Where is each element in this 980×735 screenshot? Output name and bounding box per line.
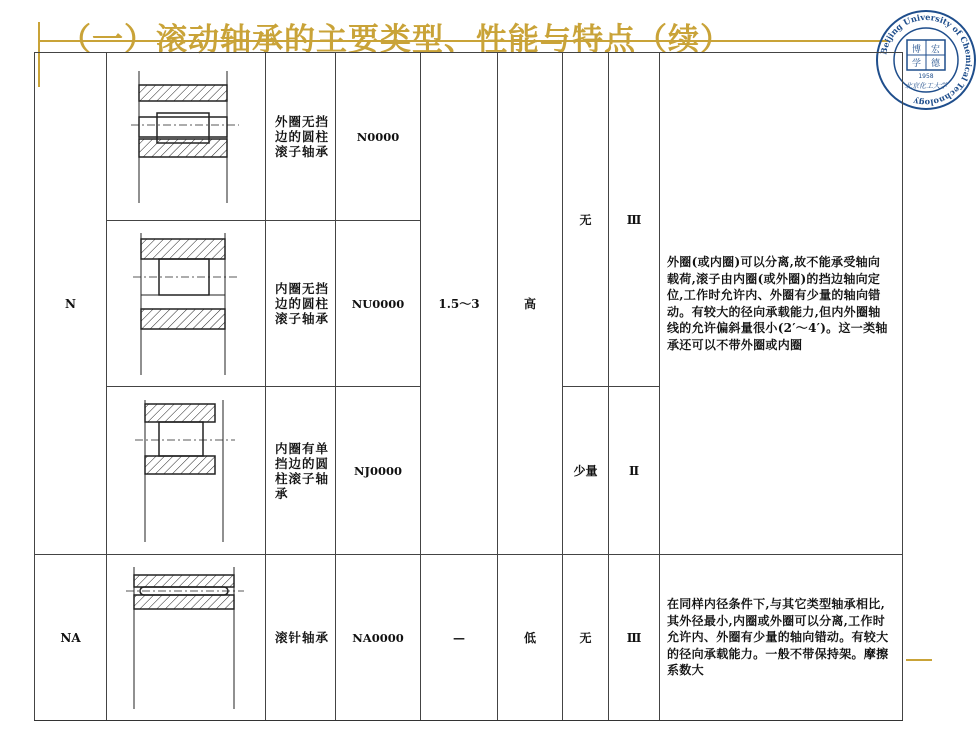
- speed-level: 低: [498, 555, 563, 721]
- axial-load: 无: [563, 53, 609, 387]
- logo-year: 1958: [918, 73, 934, 80]
- slide-title: （一）滚动轴承的主要类型、性能与特点（续）: [60, 22, 732, 58]
- frame-accent-line: [906, 659, 932, 661]
- bearing-name: 内圈无挡边的圆柱滚子轴承: [266, 221, 336, 387]
- cylindrical-roller-bearing-nu-icon: [131, 229, 241, 379]
- bearing-code: NJ0000: [336, 387, 421, 555]
- drawing-cell: [107, 555, 266, 721]
- logo-motto: 北京化工大学: [905, 82, 947, 90]
- bearing-code: NA0000: [336, 555, 421, 721]
- bearing-name: 滚针轴承: [266, 555, 336, 721]
- tolerance-class: Ⅱ: [609, 387, 660, 555]
- bearing-code: NU0000: [336, 221, 421, 387]
- logo-char-4: 德: [930, 59, 941, 69]
- type-cell-na: NA: [35, 555, 107, 721]
- drawing-cell: [107, 387, 266, 555]
- cylindrical-roller-bearing-nj-icon: [131, 396, 241, 546]
- bearing-table: [34, 52, 903, 721]
- drawing-cell: [107, 53, 266, 221]
- logo-char-2: 宏: [930, 45, 941, 55]
- bearing-code: N0000: [336, 53, 421, 221]
- limit-ratio: 1.5～3: [421, 53, 498, 555]
- table-row: [35, 53, 903, 221]
- type-cell-n: N: [35, 53, 107, 555]
- speed-level: 高: [498, 53, 563, 555]
- bearing-name: 内圈有单挡边的圆柱滚子轴承: [266, 387, 336, 555]
- table-row: [35, 555, 903, 721]
- logo-char-1: 博: [911, 45, 922, 55]
- logo-char-3: 学: [911, 59, 922, 69]
- tolerance-class: Ⅲ: [609, 53, 660, 387]
- tolerance-class: Ⅲ: [609, 555, 660, 721]
- bearing-name: 外圈无挡边的圆柱滚子轴承: [266, 53, 336, 221]
- description: 在同样内径条件下,与其它类型轴承相比,其外径最小,内圈或外圈可以分离,工作时允许内、外圈有少量的轴向错动。有较大的径向承载能力。一般不带保持架。摩擦系数大: [660, 555, 903, 721]
- axial-load: 无: [563, 555, 609, 721]
- needle-roller-bearing-icon: [126, 563, 246, 713]
- cylindrical-roller-bearing-n-icon: [131, 67, 241, 207]
- logo-ring-text: Beijing University of Chemical Technology: [878, 11, 975, 109]
- drawing-cell: [107, 221, 266, 387]
- description: 外圈(或内圈)可以分离,故不能承受轴向载荷,滚子由内圈(或外圈)的挡边轴向定位,工作时允许内、外圈有少量的轴向错动。有较大的径向承载能力,但内外圈轴线的允许偏斜量很小(2′～4′)。这一类轴承还可以不带外圈或内圈: [660, 53, 903, 555]
- limit-ratio: —: [421, 555, 498, 721]
- axial-load: 少量: [563, 387, 609, 555]
